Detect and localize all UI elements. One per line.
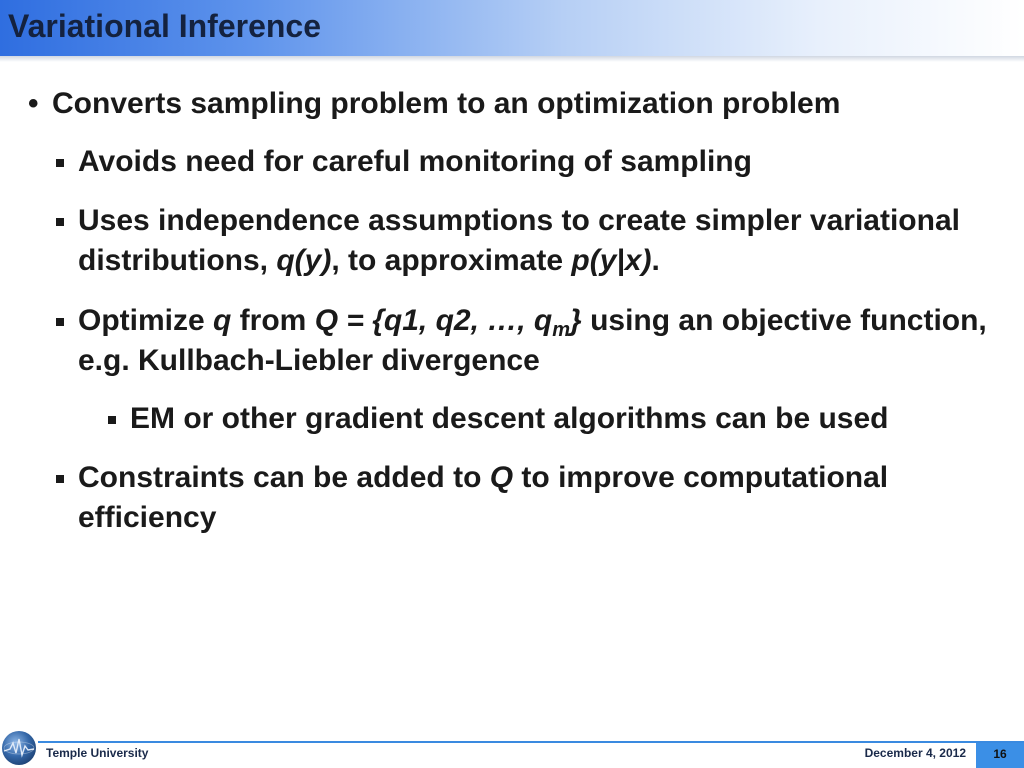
bullet-4-text: Optimize q from Q = {q1, q2, …, $q_m$} using an objective function, e.g. Kullbach-Liebler divergence	[78, 304, 987, 377]
square-bullet-icon	[56, 159, 64, 167]
bullet-6-text: Constraints can be added to Q to improve computational efficiency	[78, 461, 889, 534]
square-bullet-icon	[108, 416, 116, 424]
globe-logo-icon	[2, 731, 36, 765]
p-of-y-given-x: p(y|x)	[571, 244, 652, 277]
bullet-5-text: EM or other gradient descent algorithms can be used	[130, 402, 889, 435]
square-bullet-icon	[56, 475, 64, 483]
square-bullet-icon	[56, 318, 64, 326]
footer-organization: Temple University	[46, 746, 149, 760]
page-number: 16	[976, 743, 1024, 768]
title-bar	[0, 0, 1024, 56]
bullet-dot-icon: •	[28, 87, 39, 120]
bullet-1-text: Converts sampling problem to an optimization problem	[52, 87, 841, 120]
footer-divider	[38, 741, 1024, 743]
bullet-2-text: Avoids need for careful monitoring of sampling	[78, 145, 752, 178]
q-of-y: q(y)	[276, 244, 332, 277]
bullet-3-text: Uses independence assumptions to create simpler variational distributions, q(y), to approximate p(y|x).	[78, 204, 960, 277]
square-bullet-icon	[56, 218, 64, 226]
footer-date: December 4, 2012	[864, 746, 966, 760]
slide-title: Variational Inference	[8, 8, 322, 44]
q-set: Q = {q1, q2, …, $q_m$}	[314, 304, 582, 341]
